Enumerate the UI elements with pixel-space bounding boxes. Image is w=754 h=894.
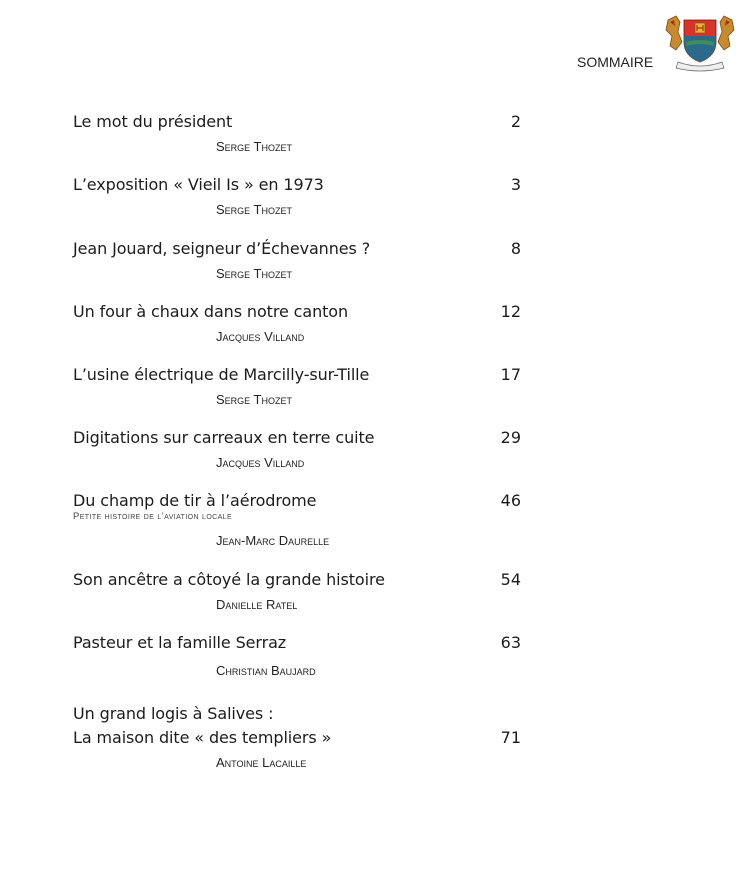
toc-entry bbox=[73, 301, 533, 344]
toc-entry bbox=[73, 490, 533, 548]
toc-entry-page: 29 bbox=[500, 428, 521, 447]
toc-entry bbox=[73, 632, 533, 678]
toc-entry-author: Jacques Villand bbox=[216, 455, 305, 470]
toc-entry-title: L’usine électrique de Marcilly-sur-Tille bbox=[73, 365, 370, 384]
toc-entry-author: Antoine Lacaille bbox=[216, 755, 307, 770]
toc-entry bbox=[73, 174, 533, 217]
toc-entry-page: 46 bbox=[500, 491, 521, 510]
toc-entry-title: Le mot du président bbox=[73, 112, 233, 131]
toc-entry-author: Jacques Villand bbox=[216, 329, 305, 344]
toc-entry-author: Christian Baujard bbox=[216, 663, 316, 678]
toc-entry-title: Pasteur et la famille Serraz bbox=[73, 633, 287, 652]
toc-entry-title: Digitations sur carreaux en terre cuite bbox=[73, 428, 375, 447]
toc-entry-page: 63 bbox=[500, 633, 521, 652]
toc-entry-author: Danielle Ratel bbox=[216, 597, 298, 612]
coat-of-arms-logo bbox=[664, 12, 736, 72]
toc-entry-subtitle: Petite histoire de l’aviation locale bbox=[73, 511, 233, 522]
toc-entry-page: 71 bbox=[500, 728, 521, 747]
toc-entry-author: Serge Thozet bbox=[216, 202, 292, 217]
toc-entry-title: L’exposition « Vieil Is » en 1973 bbox=[73, 175, 324, 194]
toc-entry bbox=[73, 703, 533, 770]
toc-entry bbox=[73, 427, 533, 470]
toc-entry-page: 8 bbox=[510, 239, 521, 258]
toc-entry bbox=[73, 111, 533, 154]
toc-entry-page: 3 bbox=[510, 175, 521, 194]
toc-entry-title: Du champ de tir à l’aérodrome bbox=[73, 491, 317, 510]
toc-entry-title: Un four à chaux dans notre canton bbox=[73, 302, 349, 321]
toc-entry-title-line1: Un grand logis à Salives : bbox=[73, 704, 274, 723]
toc-entry bbox=[73, 569, 533, 612]
header-title: SOMMAIRE bbox=[577, 54, 654, 70]
toc-entry bbox=[73, 238, 533, 281]
toc-entry bbox=[73, 364, 533, 407]
toc-entry-title: Son ancêtre a côtoyé la grande histoire bbox=[73, 570, 385, 589]
toc-entry-author: Serge Thozet bbox=[216, 266, 292, 281]
toc-entry-author: Serge Thozet bbox=[216, 139, 292, 154]
toc-entry-title: Jean Jouard, seigneur d’Échevannes ? bbox=[73, 239, 371, 258]
toc-entry-page: 12 bbox=[500, 302, 521, 321]
toc-entry-page: 17 bbox=[500, 365, 521, 384]
toc-entry-page: 54 bbox=[500, 570, 521, 589]
toc-entry-author: Jean-Marc Daurelle bbox=[216, 533, 330, 548]
toc-entry-title-line2: La maison dite « des templiers » bbox=[73, 728, 332, 747]
toc-entry-page: 2 bbox=[510, 112, 521, 131]
toc-entry-author: Serge Thozet bbox=[216, 392, 292, 407]
